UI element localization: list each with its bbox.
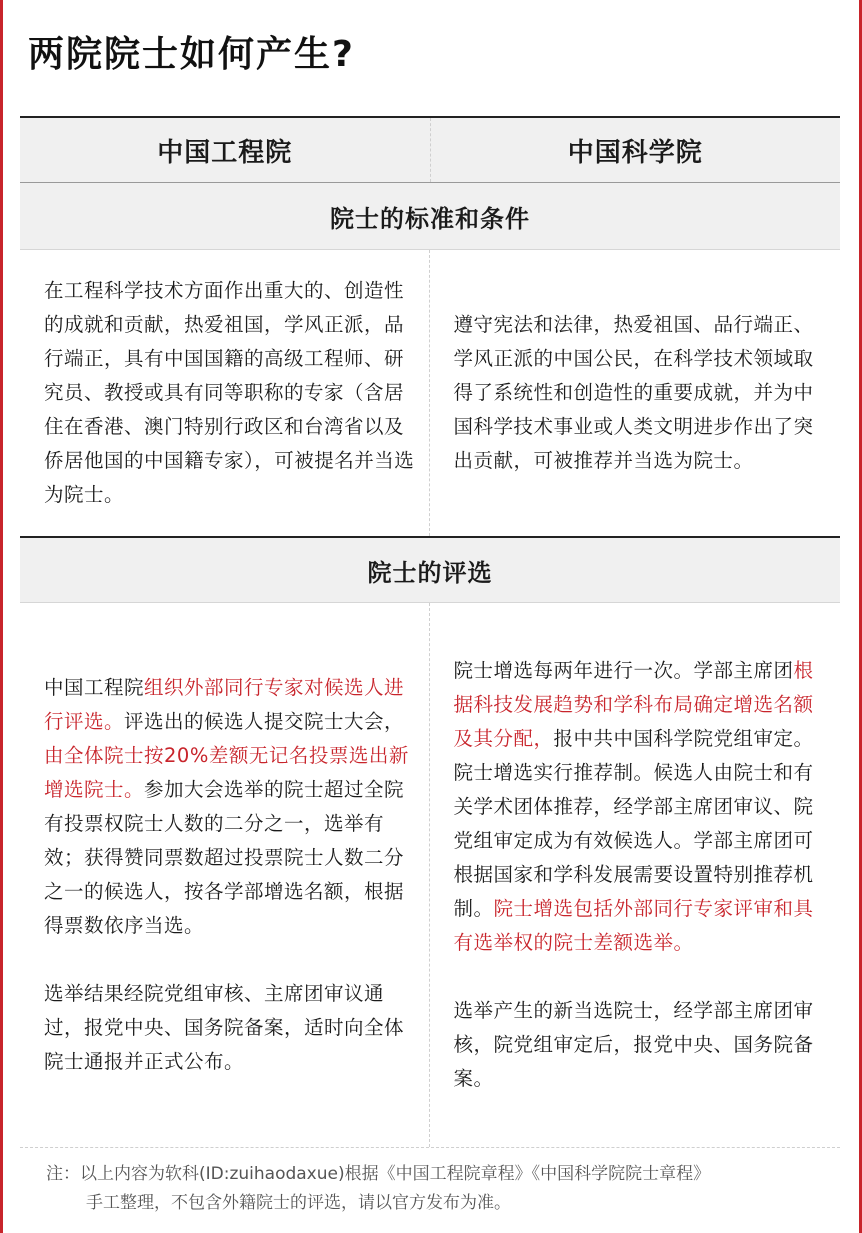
selection-cae-text-c: 评选出的候选人提交院士大会， <box>124 710 405 733</box>
criteria-cas-cell <box>429 250 841 536</box>
column-header-cas: 中国科学院 <box>430 118 841 182</box>
selection-cas-cell <box>429 603 841 1147</box>
section-heading-selection: 院士的评选 <box>20 536 840 603</box>
criteria-cae-text: 在工程科学技术方面作出重大的、创造性的成就和贡献，热爱祖国，学风正派，品行端正，具有中国国籍的高级工程师、研究员、教授或具有同等职称的专家（含居住在香港、澳门特别行政区和台湾省以及侨居他国的中国籍专家），可被提名并当选为院士。 <box>44 279 415 506</box>
selection-cas-highlight-1: 根据科技发展趋势和学科布局确定增选名额及其分配， <box>453 659 814 750</box>
selection-cas-highlight-2: 院士增选包括外部同行专家评审和具有选举权的院士差额选举。 <box>453 897 814 954</box>
selection-cae-paragraph-2: 选举结果经院党组审核、主席团审议通过，报党中央、国务院备案，适时向全体院士通报并正式公布。 <box>44 982 405 1073</box>
selection-cae-cell <box>20 603 429 1147</box>
footnote-line-2: 手工整理，不包含外籍院士的评选，请以官方发布为准。 <box>86 1193 511 1213</box>
selection-cas-text-c: 报中共中国科学院党组审定。院士增选实行推荐制。候选人由院士和有关学术团体推荐，经学部主席团审议、院党组审定成为有效候选人。学部主席团可根据国家和学科发展需要设置特别推荐机制。 <box>453 727 814 920</box>
selection-row <box>20 603 840 1148</box>
criteria-row <box>20 250 840 536</box>
selection-cae-text-e: 参加大会选举的院士超过全院有投票权院士人数的二分之一，选举有效；获得赞同票数超过投票院士人数二分之一的候选人，按各学部增选名额，根据得票数依序当选。 <box>44 778 405 937</box>
section-heading-criteria: 院士的标准和条件 <box>20 183 840 250</box>
selection-cae-highlight-1: 组织外部同行专家对候选人进行评选。 <box>44 676 405 733</box>
comparison-table <box>20 116 840 1148</box>
selection-cae-text-a: 中国工程院 <box>44 676 145 699</box>
footnote-line-1: 注：以上内容为软科(ID:zuihaodaxue)根据《中国工程院章程》《中国科学院院士章程》 <box>46 1164 711 1184</box>
column-header-cae: 中国工程院 <box>157 137 293 168</box>
selection-cas-text-a: 院士增选每两年进行一次。学部主席团 <box>453 659 794 682</box>
selection-cas-paragraph-1 <box>454 654 831 960</box>
selection-cas-paragraph-2: 选举产生的新当选院士，经学部主席团审核，院党组审定后，报党中央、国务院备案。 <box>453 999 814 1090</box>
selection-cae-highlight-2: 由全体院士按20%差额无记名投票选出新增选院士。 <box>44 744 409 801</box>
selection-cae-paragraph-1 <box>44 671 421 943</box>
column-header-row <box>20 116 840 183</box>
criteria-cae-cell <box>20 250 429 536</box>
page-title: 两院院士如何产生? <box>28 34 355 75</box>
criteria-cas-text: 遵守宪法和法律，热爱祖国、品行端正、学风正派的中国公民，在科学技术领域取得了系统性和创造性的重要成就，并为中国科学技术事业或人类文明进步作出了突出贡献，可被推荐并当选为院士。 <box>453 313 814 472</box>
footnote <box>46 1160 836 1218</box>
left-border <box>0 0 3 1233</box>
